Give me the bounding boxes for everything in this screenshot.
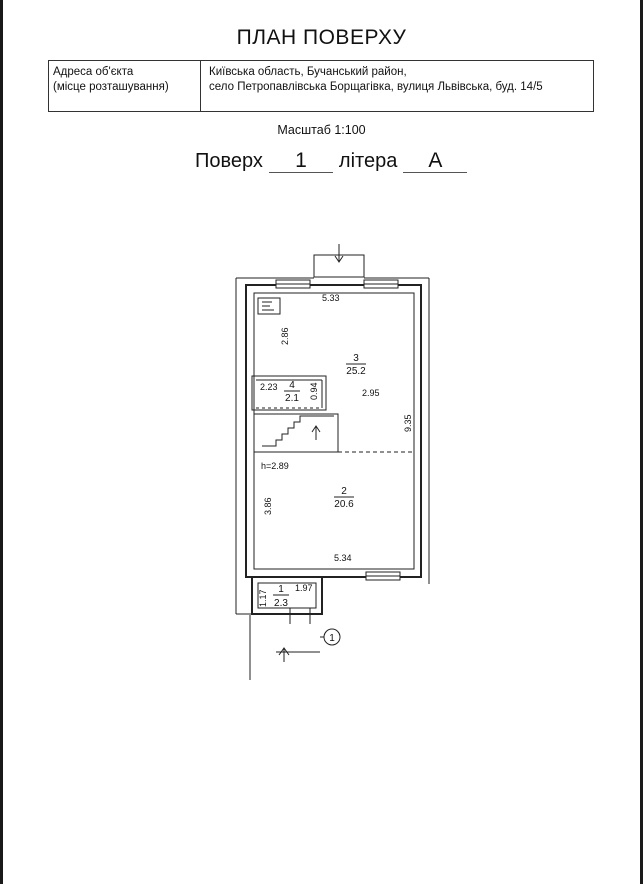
stair-steps — [262, 416, 306, 446]
dim-total-length: 9.35 — [403, 414, 413, 432]
dim-mid-width: 2.95 — [362, 388, 380, 398]
dim-room1-width: 1.97 — [295, 583, 313, 593]
room3-number: 3 — [353, 353, 359, 364]
address-value-line2: село Петропавлівська Борщагівка, вулиця Львівська, буд. 14/5 — [209, 81, 543, 93]
room2-area: 20.6 — [334, 499, 354, 510]
dim-room2-height: 3.86 — [263, 497, 273, 515]
room4-area: 2.1 — [285, 393, 299, 404]
exterior-wall-outer — [246, 285, 421, 577]
dim-room1-height: 1.17 — [258, 589, 268, 607]
ceiling-height: h=2.89 — [261, 461, 289, 471]
letter-value: А — [403, 150, 467, 173]
room3-area: 25.2 — [346, 366, 366, 377]
floor-label: Поверх — [195, 150, 263, 172]
address-label-line2: (місце розташування) — [53, 81, 169, 93]
floor-value: 1 — [269, 150, 333, 173]
room1-number: 1 — [278, 584, 284, 595]
address-label-line1: Адреса об'єкта — [53, 66, 134, 78]
page-title: ПЛАН ПОВЕРХУ — [236, 26, 407, 49]
dim-room4-height: 0.94 — [309, 382, 319, 400]
scale-text: Масштаб 1:100 — [277, 123, 366, 137]
dim-top-width: 5.33 — [322, 293, 340, 303]
room4-number: 4 — [289, 380, 295, 391]
dim-room4-width: 2.23 — [260, 382, 278, 392]
room2-number: 2 — [341, 486, 347, 497]
boiler-icon-lines — [262, 302, 274, 310]
exterior-wall-inner — [254, 293, 414, 569]
address-value-line1: Київська область, Бучанський район, — [209, 66, 407, 78]
dim-room3-height: 2.86 — [280, 327, 290, 345]
room1-area: 2.3 — [274, 598, 288, 609]
dim-bottom-width: 5.34 — [334, 553, 352, 563]
axis-marker-label: 1 — [329, 633, 335, 644]
letter-label: літера — [338, 150, 398, 172]
